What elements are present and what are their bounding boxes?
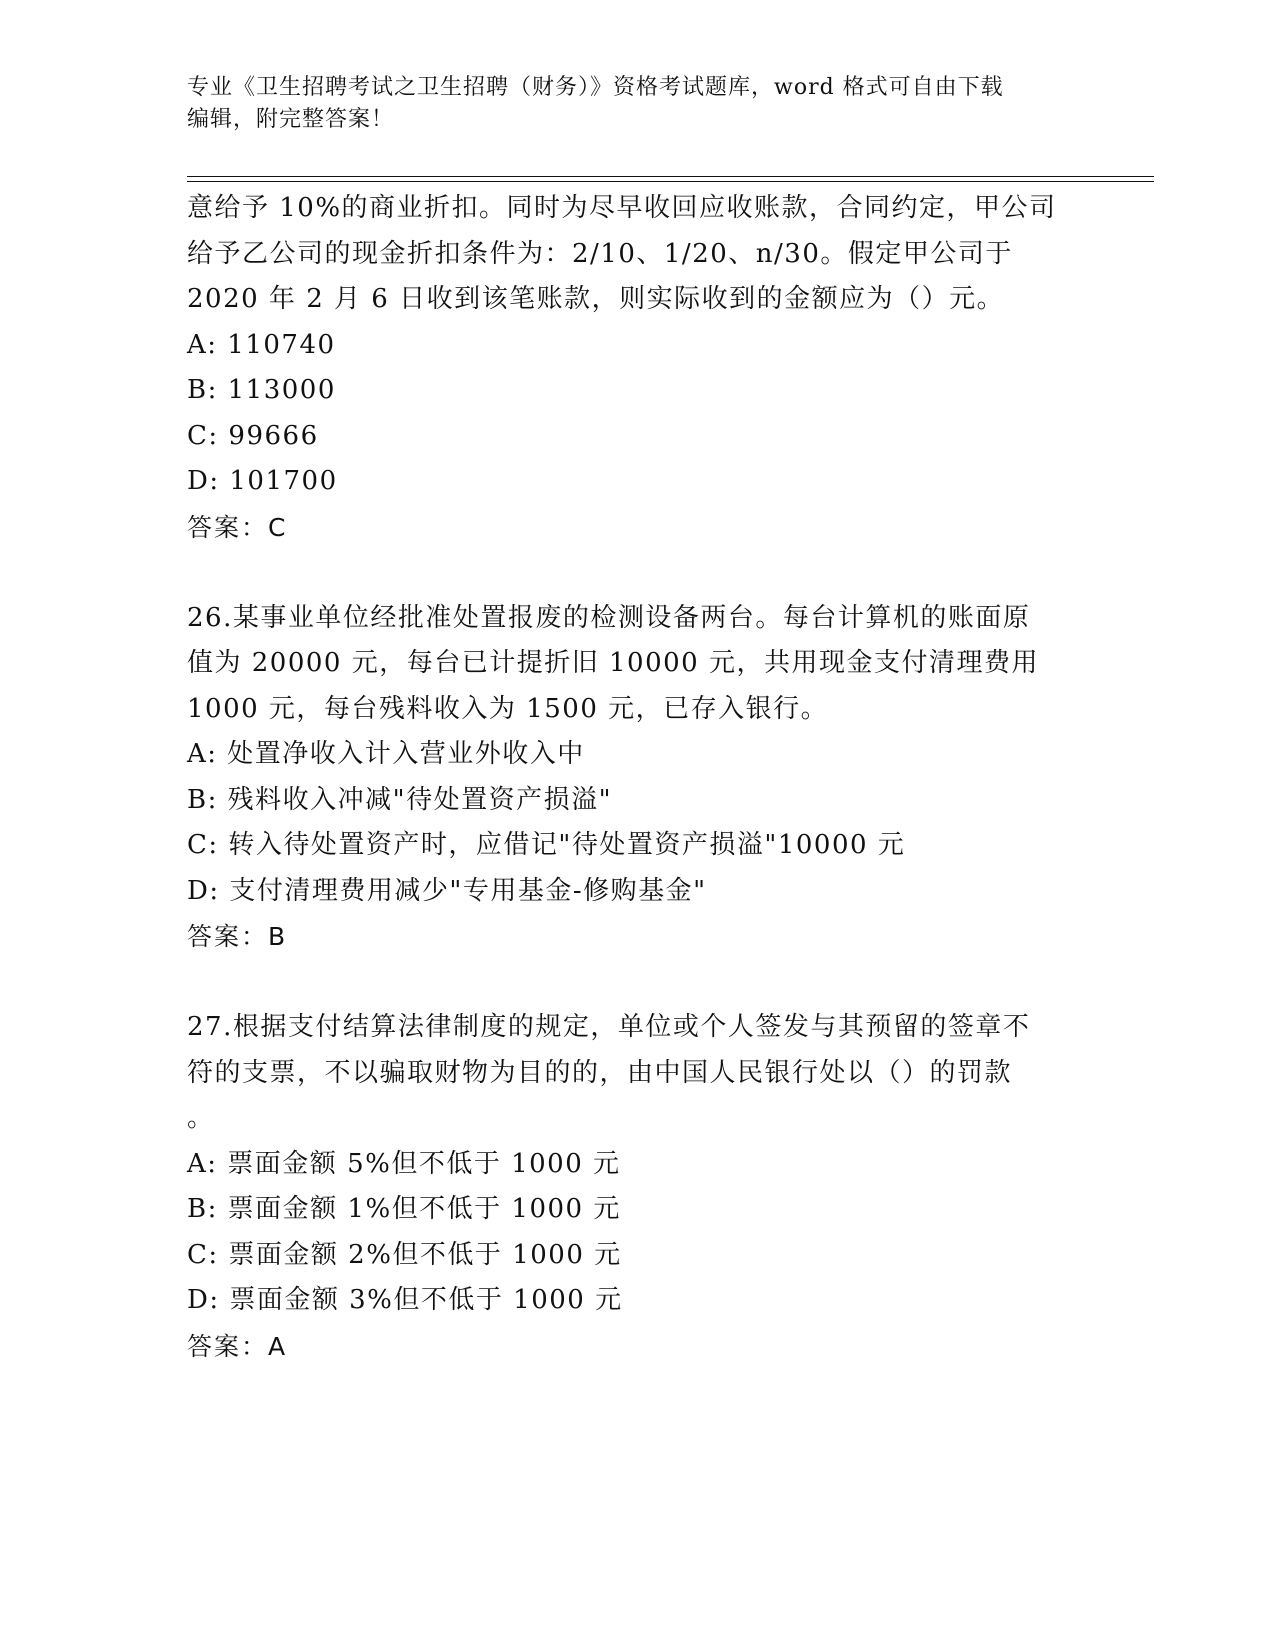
spacer — [187, 960, 1087, 1006]
option-c: C: 票面金额 2%但不低于 1000 元 — [187, 1239, 622, 1270]
question-26 — [187, 596, 1087, 960]
question-text-line: 符的支票，不以骗取财物为目的的，由中国人民银行处以（）的罚款 — [187, 1057, 1013, 1088]
answer: 答案：C — [187, 512, 288, 542]
question-text-line: 。 — [187, 1103, 215, 1133]
option-d: D: 票面金额 3%但不低于 1000 元 — [187, 1285, 623, 1315]
question-27 — [187, 1005, 1087, 1369]
option-b: B: 113000 — [187, 375, 336, 405]
question-25 — [187, 186, 1087, 550]
question-text-line: 27.根据支付结算法律制度的规定，单位或个人签发与其预留的签章不 — [187, 1012, 1031, 1042]
question-text-line: 值为 20000 元，每台已计提折旧 10000 元，共用现金支付清理费用 — [187, 648, 1039, 678]
option-d: D: 101700 — [187, 466, 338, 496]
question-text-line: 1000 元，每台残料收入为 1500 元，已存入银行。 — [187, 693, 829, 724]
question-text-line: 给予乙公司的现金折扣条件为：2/10、1/20、n/30。假定甲公司于 — [187, 238, 1013, 269]
option-c: C: 转入待处置资产时，应借记"待处置资产损溢"10000 元 — [187, 830, 906, 860]
header-line-1: 专业《卫生招聘考试之卫生招聘（财务）》资格考试题库，word 格式可自由下载 — [187, 75, 1004, 100]
header-rule-bottom — [187, 181, 1154, 182]
option-b: B: 票面金额 1%但不低于 1000 元 — [187, 1194, 621, 1224]
option-a: A: 处置净收入计入营业外收入中 — [187, 739, 585, 769]
option-d: D: 支付清理费用减少"专用基金-修购基金" — [187, 875, 707, 906]
question-text-line: 26.某事业单位经批准处置报废的检测设备两台。每台计算机的账面原 — [187, 602, 1031, 633]
option-a: A: 票面金额 5%但不低于 1000 元 — [187, 1148, 621, 1179]
answer: 答案：B — [187, 922, 288, 951]
answer: 答案：A — [187, 1331, 288, 1361]
option-b: B: 残料收入冲减"待处置资产损溢" — [187, 784, 613, 815]
header-line-2: 编辑，附完整答案！ — [187, 107, 395, 132]
option-a: A: 110740 — [187, 329, 336, 360]
header-rule-top — [187, 176, 1154, 177]
document-header — [187, 72, 1067, 136]
question-text-line: 2020 年 2 月 6 日收到该笔账款，则实际收到的金额应为（）元。 — [187, 284, 1005, 314]
question-text-line: 意给予 10%的商业折扣。同时为尽早收回应收账款，合同约定，甲公司 — [187, 193, 1057, 223]
question-list — [187, 186, 1087, 1369]
spacer — [187, 550, 1087, 596]
option-c: C: 99666 — [187, 420, 319, 451]
